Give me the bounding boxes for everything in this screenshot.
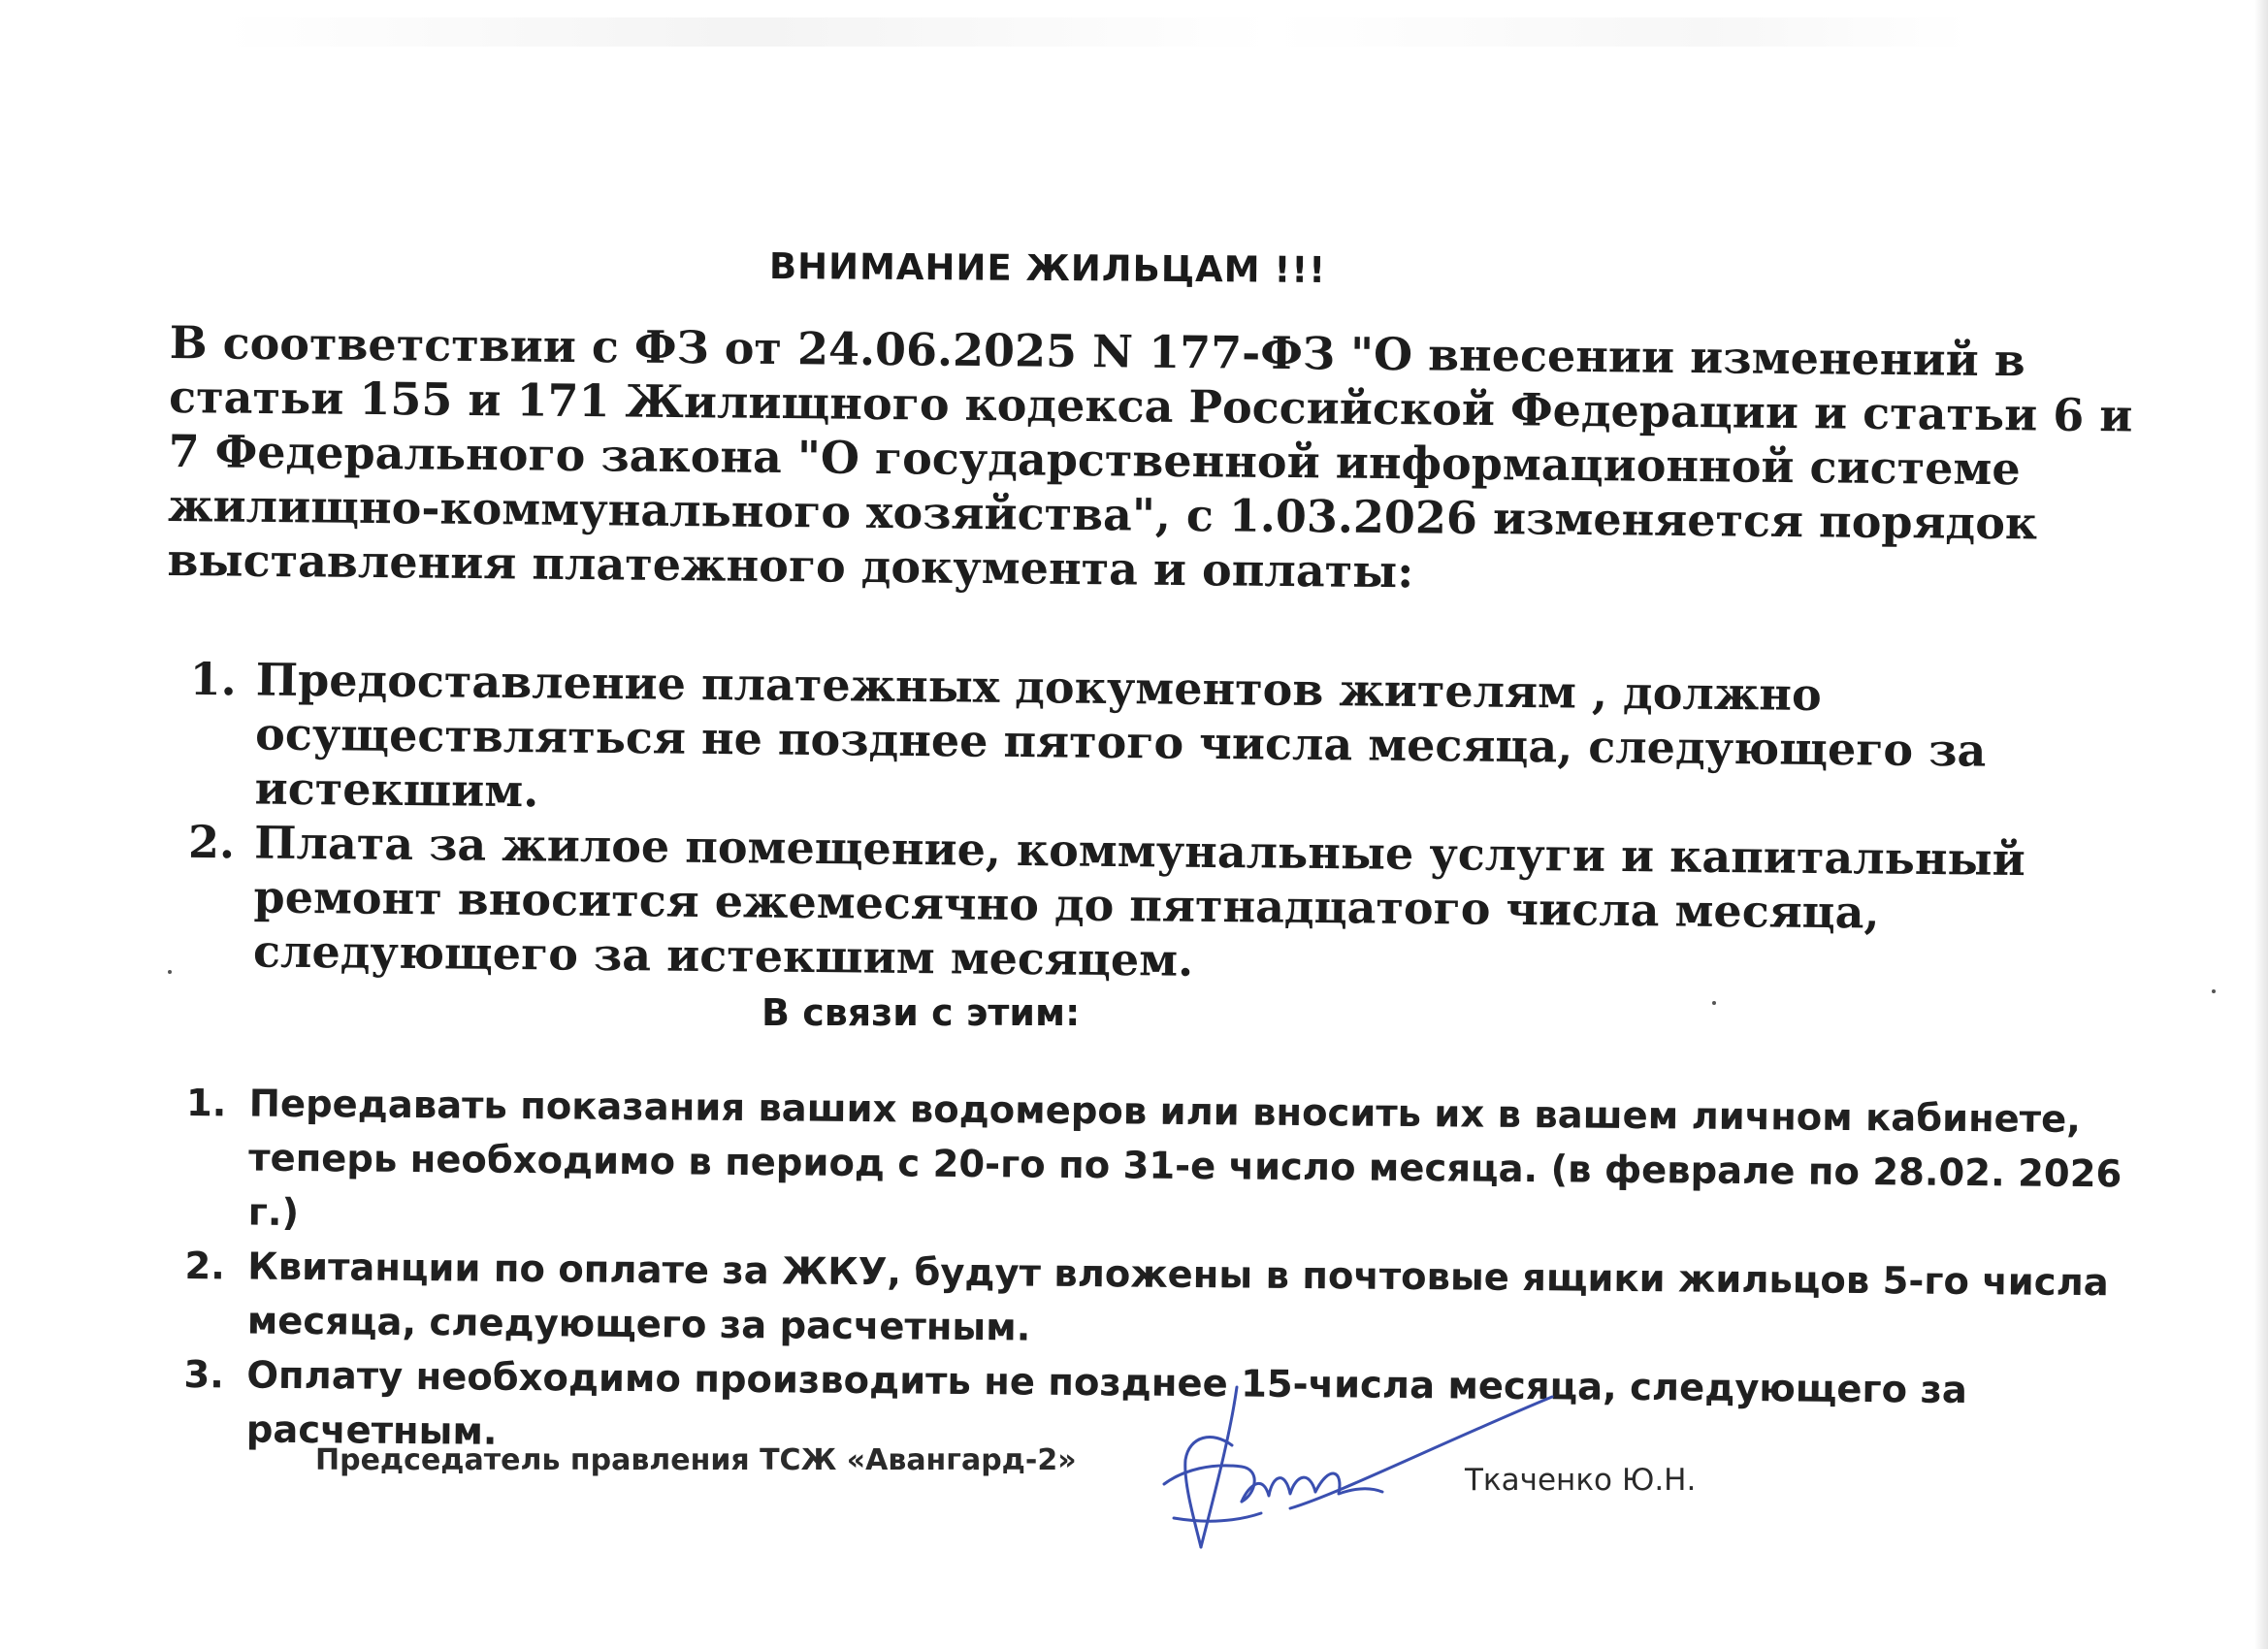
- notice-title: ВНИМАНИЕ ЖИЛЬЦАМ !!!: [768, 244, 1327, 292]
- intro-text: В соответствии с ФЗ от 24.06.2025 N 177-ФЗ "О внесении изменений в статьи 155 и 171 Жилищного кодекса Российской Федерации и статьи 6 и 7 Федерального закона "О государственной информационной системе жилищно-коммунального хозяйства", с 1.03.2026 изменяется порядок выставления платежного документа и оплаты:: [167, 315, 2133, 598]
- page-edge-shadow: [2254, 0, 2268, 1649]
- changes-list: [203, 652, 2146, 996]
- scan-speck: [1712, 1001, 1716, 1005]
- changes-item: 1. Предоставление платежных документов жителям , должно осуществляться не позднее пятого числа месяца, следующего за истекшим.: [250, 652, 2146, 833]
- scan-artifact: [223, 17, 1969, 47]
- actions-item: 1. Передавать показания ваших водомеров или вносить их в вашем личном кабинете, теперь необходимо в период с 20-го по 31-е число месяца. (в феврале по 28.02. 2026 г.): [239, 1077, 2158, 1256]
- intro-paragraph: [167, 315, 2144, 606]
- actions-item: 2. Квитанции по оплате за ЖКУ, будут вложены в почтовые ящики жильцов 5-го числа месяца, следующего за расчетным.: [238, 1240, 2157, 1365]
- subheading: В связи с этим:: [761, 991, 1081, 1034]
- signer-role: Председатель правления ТСЖ «Авангард-2»: [315, 1443, 1077, 1477]
- actions-item: 3. Оплату необходимо производить не позднее 15-числа месяца, следующего за расчетным.: [237, 1348, 2156, 1473]
- scan-speck: [168, 970, 172, 974]
- signer-name: Ткаченко Ю.Н.: [1465, 1463, 1697, 1498]
- scan-speck: [2212, 989, 2216, 993]
- changes-item: 2. Плата за жилое помещение, коммунальные услуги и капитальный ремонт вносится ежемесячно до пятнадцатого числа месяца, следующего за истекшим месяцем.: [249, 815, 2145, 996]
